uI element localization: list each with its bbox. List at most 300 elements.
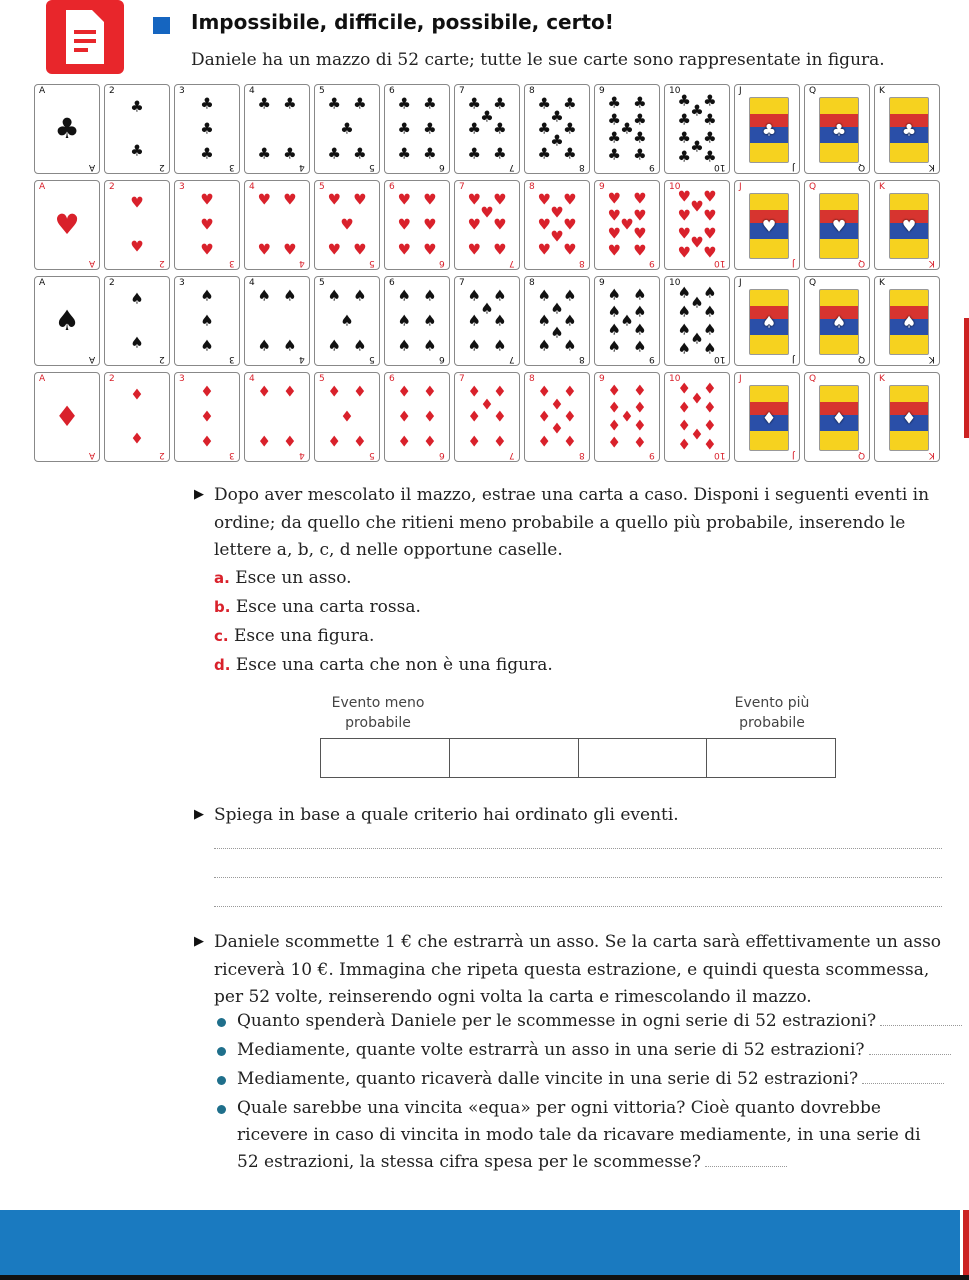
card-rank: Q: [809, 182, 817, 192]
suit-icon: ♠: [550, 299, 564, 318]
suit-icon: ♥: [327, 240, 341, 259]
suit-icon: ♠: [677, 320, 691, 339]
suit-icon: ♣: [200, 144, 214, 163]
suit-icon: ♥: [677, 224, 691, 243]
suit-icon: ♣: [493, 94, 507, 113]
playing-card: [594, 84, 660, 174]
playing-card: [804, 180, 870, 270]
card-rank: K: [879, 278, 885, 288]
suit-icon: ♥: [493, 215, 507, 234]
suit-icon: ♦: [257, 382, 271, 401]
card-rank: 4: [249, 278, 255, 288]
suit-icon: ♦: [200, 407, 214, 426]
suit-icon: ♥: [257, 240, 271, 259]
card-rank: 5: [319, 86, 325, 96]
card-rank: 10: [669, 278, 681, 288]
suit-icon: ♦: [703, 398, 717, 417]
bullet: [217, 1105, 226, 1114]
suit-icon: ♥: [200, 190, 214, 209]
playing-card: [34, 372, 100, 462]
suit-icon: ♠: [423, 286, 437, 305]
card-rank: Q: [857, 354, 865, 364]
answer-box-4[interactable]: [707, 739, 835, 777]
suit-icon: ♦: [550, 419, 564, 438]
card-rank: 8: [579, 450, 585, 460]
suit-icon: ♠: [607, 320, 621, 339]
suit-icon: ♠: [633, 337, 647, 356]
suit-icon: ♥: [353, 240, 367, 259]
suit-icon: ♠: [901, 312, 917, 332]
ordering-boxes: [320, 738, 836, 778]
suit-icon: ♦: [467, 407, 481, 426]
answer-line[interactable]: [705, 1165, 787, 1167]
suit-icon: ♦: [677, 379, 691, 398]
suit-icon: ♥: [54, 208, 80, 241]
playing-card: [174, 84, 240, 174]
suit-icon: ♦: [607, 398, 621, 417]
card-rank: 5: [369, 258, 375, 268]
card-rank: 2: [109, 182, 115, 192]
card-rank: J: [739, 278, 742, 288]
playing-card: [34, 180, 100, 270]
suit-icon: ♦: [831, 408, 847, 428]
suit-icon: ♠: [607, 337, 621, 356]
playing-card: [734, 84, 800, 174]
playing-card: [244, 372, 310, 462]
suit-icon: ♠: [493, 286, 507, 305]
card-rank: Q: [857, 258, 865, 268]
card-rank: 9: [599, 86, 605, 96]
suit-icon: ♣: [761, 120, 777, 140]
playing-card: [314, 180, 380, 270]
card-rank: J: [792, 354, 795, 364]
suit-icon: ♦: [537, 432, 551, 451]
suit-icon: ♥: [703, 224, 717, 243]
suit-icon: ♦: [633, 433, 647, 452]
playing-card: [384, 276, 450, 366]
card-rank: A: [88, 258, 95, 268]
card-row: [34, 180, 944, 276]
card-rank: J: [739, 86, 742, 96]
playing-card: [804, 276, 870, 366]
card-rank: K: [879, 374, 885, 384]
suit-icon: ♣: [423, 119, 437, 138]
card-rank: 8: [579, 354, 585, 364]
playing-card: [34, 276, 100, 366]
playing-card: [594, 180, 660, 270]
playing-card: [244, 276, 310, 366]
card-rank: Q: [809, 278, 817, 288]
card-rank: 8: [579, 162, 585, 172]
face-card-illustration: [819, 385, 859, 451]
suit-icon: ♦: [563, 382, 577, 401]
card-rank: 8: [529, 182, 535, 192]
suit-icon: ♦: [200, 432, 214, 451]
suit-icon: ♦: [283, 382, 297, 401]
card-rank: 5: [319, 182, 325, 192]
card-rank: J: [739, 374, 742, 384]
playing-card: [664, 84, 730, 174]
footer-bar: [0, 1210, 960, 1275]
suit-icon: ♣: [550, 131, 564, 150]
playing-card: [664, 276, 730, 366]
suit-icon: ♦: [537, 382, 551, 401]
playing-card: [734, 180, 800, 270]
playing-card: [734, 276, 800, 366]
task3-instruction: Daniele scommette 1 € che estrarrà un asso. Se la carta sarà effettivamente un asso riceverà 10 €. Immagina che ripeta questa estrazione, e quindi questa scommessa, per 52 volte, reinserendo ogni volta la carta e rimescolando il mazzo.: [214, 932, 942, 1007]
suit-icon: ♠: [677, 339, 691, 358]
suit-icon: ♠: [340, 311, 354, 330]
suit-icon: ♠: [200, 336, 214, 355]
playing-card: [874, 84, 940, 174]
suit-icon: ♦: [550, 395, 564, 414]
suit-icon: ♣: [550, 107, 564, 126]
answer-line[interactable]: [880, 1024, 962, 1026]
suit-icon: ♣: [901, 120, 917, 140]
card-rank: 5: [319, 374, 325, 384]
playing-card: [664, 180, 730, 270]
option-b: b. Esce una carta rossa.: [214, 597, 421, 617]
suit-icon: ♦: [563, 432, 577, 451]
suit-icon: ♥: [537, 215, 551, 234]
playing-card: [384, 180, 450, 270]
question-4: Quale sarebbe una vincita «equa» per ogni vittoria? Cioè quanto dovrebbe ricevere in caso di vincita in modo tale da ricavare mediamente, in una serie di 52 estrazioni, la stessa cifra spesa per le scommesse?: [237, 1098, 921, 1172]
card-rank: Q: [809, 374, 817, 384]
suit-icon: ♦: [703, 416, 717, 435]
suit-icon: ♣: [677, 128, 691, 147]
card-rank: A: [39, 278, 46, 288]
suit-icon: ♠: [467, 336, 481, 355]
playing-card: [174, 180, 240, 270]
face-card-illustration: [889, 193, 929, 259]
suit-icon: ♠: [831, 312, 847, 332]
suit-icon: ♥: [493, 240, 507, 259]
suit-icon: ♠: [690, 329, 704, 348]
card-rank: A: [88, 162, 95, 172]
suit-icon: ♣: [327, 144, 341, 163]
suit-icon: ♥: [467, 215, 481, 234]
suit-icon: ♥: [607, 189, 621, 208]
suit-icon: ♥: [761, 216, 777, 236]
suit-icon: ♣: [283, 144, 297, 163]
playing-card: [524, 276, 590, 366]
suit-icon: ♣: [397, 144, 411, 163]
card-rank: 7: [509, 258, 515, 268]
suit-icon: ♣: [703, 110, 717, 129]
suit-icon: ♥: [353, 190, 367, 209]
suit-icon: ♣: [537, 94, 551, 113]
suit-icon: ♠: [633, 285, 647, 304]
suit-icon: ♥: [467, 190, 481, 209]
suit-icon: ♦: [563, 407, 577, 426]
suit-icon: ♣: [467, 94, 481, 113]
playing-card: [594, 372, 660, 462]
suit-icon: ♦: [677, 416, 691, 435]
suit-icon: ♥: [690, 197, 704, 216]
card-rank: A: [39, 374, 46, 384]
suit-icon: ♦: [620, 407, 634, 426]
bullet: [217, 1076, 226, 1085]
card-rank: 2: [159, 162, 165, 172]
card-rank: 6: [439, 354, 445, 364]
suit-icon: ♦: [130, 429, 144, 448]
card-rank: 9: [649, 258, 655, 268]
card-rank: 9: [599, 278, 605, 288]
suit-icon: ♥: [397, 190, 411, 209]
face-card-illustration: [889, 97, 929, 163]
suit-icon: ♦: [690, 425, 704, 444]
suit-icon: ♥: [690, 233, 704, 252]
suit-icon: ♦: [200, 382, 214, 401]
suit-icon: ♦: [480, 395, 494, 414]
playing-card: [454, 372, 520, 462]
answer-box-2[interactable]: [450, 739, 579, 777]
playing-card: [524, 180, 590, 270]
suit-icon: ♦: [423, 382, 437, 401]
footer-accent: [963, 1210, 969, 1275]
suit-icon: ♦: [327, 432, 341, 451]
suit-icon: ♦: [703, 435, 717, 454]
suit-icon: ♦: [761, 408, 777, 428]
suit-icon: ♠: [467, 286, 481, 305]
suit-icon: ♣: [423, 144, 437, 163]
playing-card: [34, 84, 100, 174]
suit-icon: ♠: [703, 302, 717, 321]
task2-instruction: Spiega in base a quale criterio hai ordinato gli eventi.: [214, 805, 679, 825]
suit-icon: ♣: [397, 119, 411, 138]
answer-box-1[interactable]: [321, 739, 450, 777]
card-rank: 3: [179, 182, 185, 192]
card-rank: 3: [229, 354, 235, 364]
suit-icon: ♦: [677, 398, 691, 417]
suit-icon: ♥: [257, 190, 271, 209]
answer-line[interactable]: [862, 1082, 944, 1084]
answer-line[interactable]: [214, 877, 942, 878]
suit-icon: ♥: [283, 240, 297, 259]
suit-icon: ♣: [563, 119, 577, 138]
suit-icon: ♠: [200, 286, 214, 305]
exercise-title: Impossibile, difficile, possibile, certo!: [191, 10, 614, 34]
suit-icon: ♣: [703, 147, 717, 166]
suit-icon: ♥: [423, 240, 437, 259]
suit-icon: ♥: [633, 189, 647, 208]
suit-icon: ♥: [563, 215, 577, 234]
suit-icon: ♦: [633, 381, 647, 400]
card-rank: 6: [389, 182, 395, 192]
card-rank: 5: [369, 354, 375, 364]
playing-card: [734, 372, 800, 462]
suit-icon: ♦: [607, 381, 621, 400]
card-rank: A: [88, 450, 95, 460]
suit-icon: ♠: [353, 336, 367, 355]
card-rank: 6: [439, 162, 445, 172]
suit-icon: ♠: [493, 311, 507, 330]
suit-icon: ♠: [397, 286, 411, 305]
card-rank: 10: [669, 86, 681, 96]
card-rank: A: [39, 182, 46, 192]
suit-icon: ♠: [327, 336, 341, 355]
suit-icon: ♠: [130, 289, 144, 308]
card-rank: Q: [857, 450, 865, 460]
page-edge-marker: [964, 318, 969, 438]
suit-icon: ♥: [130, 237, 144, 256]
answer-line[interactable]: [869, 1053, 951, 1055]
suit-icon: ♥: [563, 240, 577, 259]
suit-icon: ♣: [467, 144, 481, 163]
suit-icon: ♣: [200, 119, 214, 138]
suit-icon: ♦: [633, 398, 647, 417]
card-rank: 4: [299, 258, 305, 268]
playing-card: [874, 180, 940, 270]
suit-icon: ♠: [607, 285, 621, 304]
card-rank: 3: [229, 258, 235, 268]
label-most-probable: Evento più probabile: [734, 695, 810, 731]
option-a: a. Esce un asso.: [214, 568, 352, 588]
suit-icon: ♣: [537, 119, 551, 138]
card-rank: 10: [713, 354, 725, 364]
suit-icon: ♠: [620, 311, 634, 330]
suit-icon: ♦: [493, 432, 507, 451]
card-rank: 7: [459, 374, 465, 384]
suit-icon: ♣: [620, 119, 634, 138]
answer-line[interactable]: [214, 848, 942, 849]
playing-card: [314, 372, 380, 462]
card-rank: J: [739, 182, 742, 192]
suit-icon: ♠: [130, 333, 144, 352]
face-card-illustration: [749, 97, 789, 163]
card-rank: 7: [459, 278, 465, 288]
suit-icon: ♣: [327, 94, 341, 113]
suit-icon: ♥: [493, 190, 507, 209]
suit-icon: ♣: [831, 120, 847, 140]
answer-line[interactable]: [214, 906, 942, 907]
card-rank: K: [929, 450, 935, 460]
face-card-illustration: [749, 193, 789, 259]
answer-box-3[interactable]: [579, 739, 708, 777]
suit-icon: ♠: [563, 311, 577, 330]
suit-icon: ♠: [423, 311, 437, 330]
suit-icon: ♠: [423, 336, 437, 355]
card-rank: 9: [649, 450, 655, 460]
face-card-illustration: [889, 289, 929, 355]
card-rank: 2: [159, 450, 165, 460]
suit-icon: ♥: [703, 206, 717, 225]
suit-icon: ♣: [257, 94, 271, 113]
card-rank: A: [88, 354, 95, 364]
suit-icon: ♥: [467, 240, 481, 259]
card-rank: K: [879, 86, 885, 96]
suit-icon: ♥: [423, 190, 437, 209]
document-icon: [46, 0, 124, 74]
card-rank: 4: [299, 354, 305, 364]
suit-icon: ♣: [493, 144, 507, 163]
suit-icon: ♦: [397, 382, 411, 401]
card-rank: J: [792, 258, 795, 268]
card-rank: 6: [389, 374, 395, 384]
suit-icon: ♣: [690, 101, 704, 120]
suit-icon: ♠: [633, 302, 647, 321]
suit-icon: ♦: [327, 382, 341, 401]
card-rank: 6: [389, 86, 395, 96]
suit-icon: ♣: [633, 93, 647, 112]
suit-icon: ♦: [423, 407, 437, 426]
suit-icon: ♣: [130, 97, 144, 116]
face-card-illustration: [819, 97, 859, 163]
card-rank: 7: [509, 450, 515, 460]
task1-instruction: Dopo aver mescolato il mazzo, estrae una carta a caso. Disponi i seguenti eventi in ordine; da quello che ritieni meno probabile a quello più probabile, inserendo le lettere a, b, c, d nelle opportune caselle.: [214, 485, 930, 560]
suit-icon: ♥: [633, 206, 647, 225]
card-rank: K: [929, 162, 935, 172]
suit-icon: ♥: [327, 190, 341, 209]
suit-icon: ♦: [54, 400, 80, 433]
suit-icon: ♦: [901, 408, 917, 428]
suit-icon: ♣: [703, 91, 717, 110]
suit-icon: ♦: [130, 385, 144, 404]
playing-card: [174, 276, 240, 366]
arrow-icon: ▶: [194, 487, 204, 502]
playing-card: [104, 84, 170, 174]
suit-icon: ♦: [677, 435, 691, 454]
suit-icon: ♣: [563, 94, 577, 113]
suit-icon: ♠: [283, 286, 297, 305]
suit-icon: ♠: [537, 311, 551, 330]
card-rank: 5: [369, 162, 375, 172]
suit-icon: ♣: [633, 128, 647, 147]
card-rank: 4: [299, 450, 305, 460]
question-3: Mediamente, quanto ricaverà dalle vincite in una serie di 52 estrazioni?: [237, 1066, 944, 1093]
playing-card: [524, 372, 590, 462]
option-c: c. Esce una figura.: [214, 626, 375, 646]
card-rank: 8: [579, 258, 585, 268]
card-rank: 3: [229, 450, 235, 460]
suit-icon: ♣: [703, 128, 717, 147]
playing-card: [454, 180, 520, 270]
card-rank: K: [929, 354, 935, 364]
card-rank: 6: [389, 278, 395, 288]
label-least-probable: Evento meno probabile: [331, 695, 425, 731]
suit-icon: ♣: [690, 137, 704, 156]
suit-icon: ♣: [283, 94, 297, 113]
suit-icon: ♣: [677, 147, 691, 166]
suit-icon: ♣: [607, 110, 621, 129]
face-card-illustration: [749, 385, 789, 451]
suit-icon: ♠: [200, 311, 214, 330]
suit-icon: ♣: [467, 119, 481, 138]
card-rank: 3: [229, 162, 235, 172]
card-row: [34, 84, 944, 180]
card-rank: K: [929, 258, 935, 268]
suit-icon: ♣: [353, 94, 367, 113]
card-rank: 3: [179, 278, 185, 288]
suit-icon: ♣: [130, 141, 144, 160]
playing-card: [104, 372, 170, 462]
suit-icon: ♥: [397, 240, 411, 259]
playing-card: [384, 372, 450, 462]
suit-icon: ♣: [633, 145, 647, 164]
card-rank: 3: [179, 86, 185, 96]
suit-icon: ♦: [607, 433, 621, 452]
suit-icon: ♠: [633, 320, 647, 339]
card-row: [34, 276, 944, 372]
card-rank: 10: [713, 258, 725, 268]
bottom-edge: [0, 1275, 969, 1280]
card-rank: 2: [109, 86, 115, 96]
suit-icon: ♣: [607, 93, 621, 112]
suit-icon: ♣: [397, 94, 411, 113]
playing-card: [524, 84, 590, 174]
suit-icon: ♥: [633, 241, 647, 260]
suit-icon: ♣: [607, 145, 621, 164]
